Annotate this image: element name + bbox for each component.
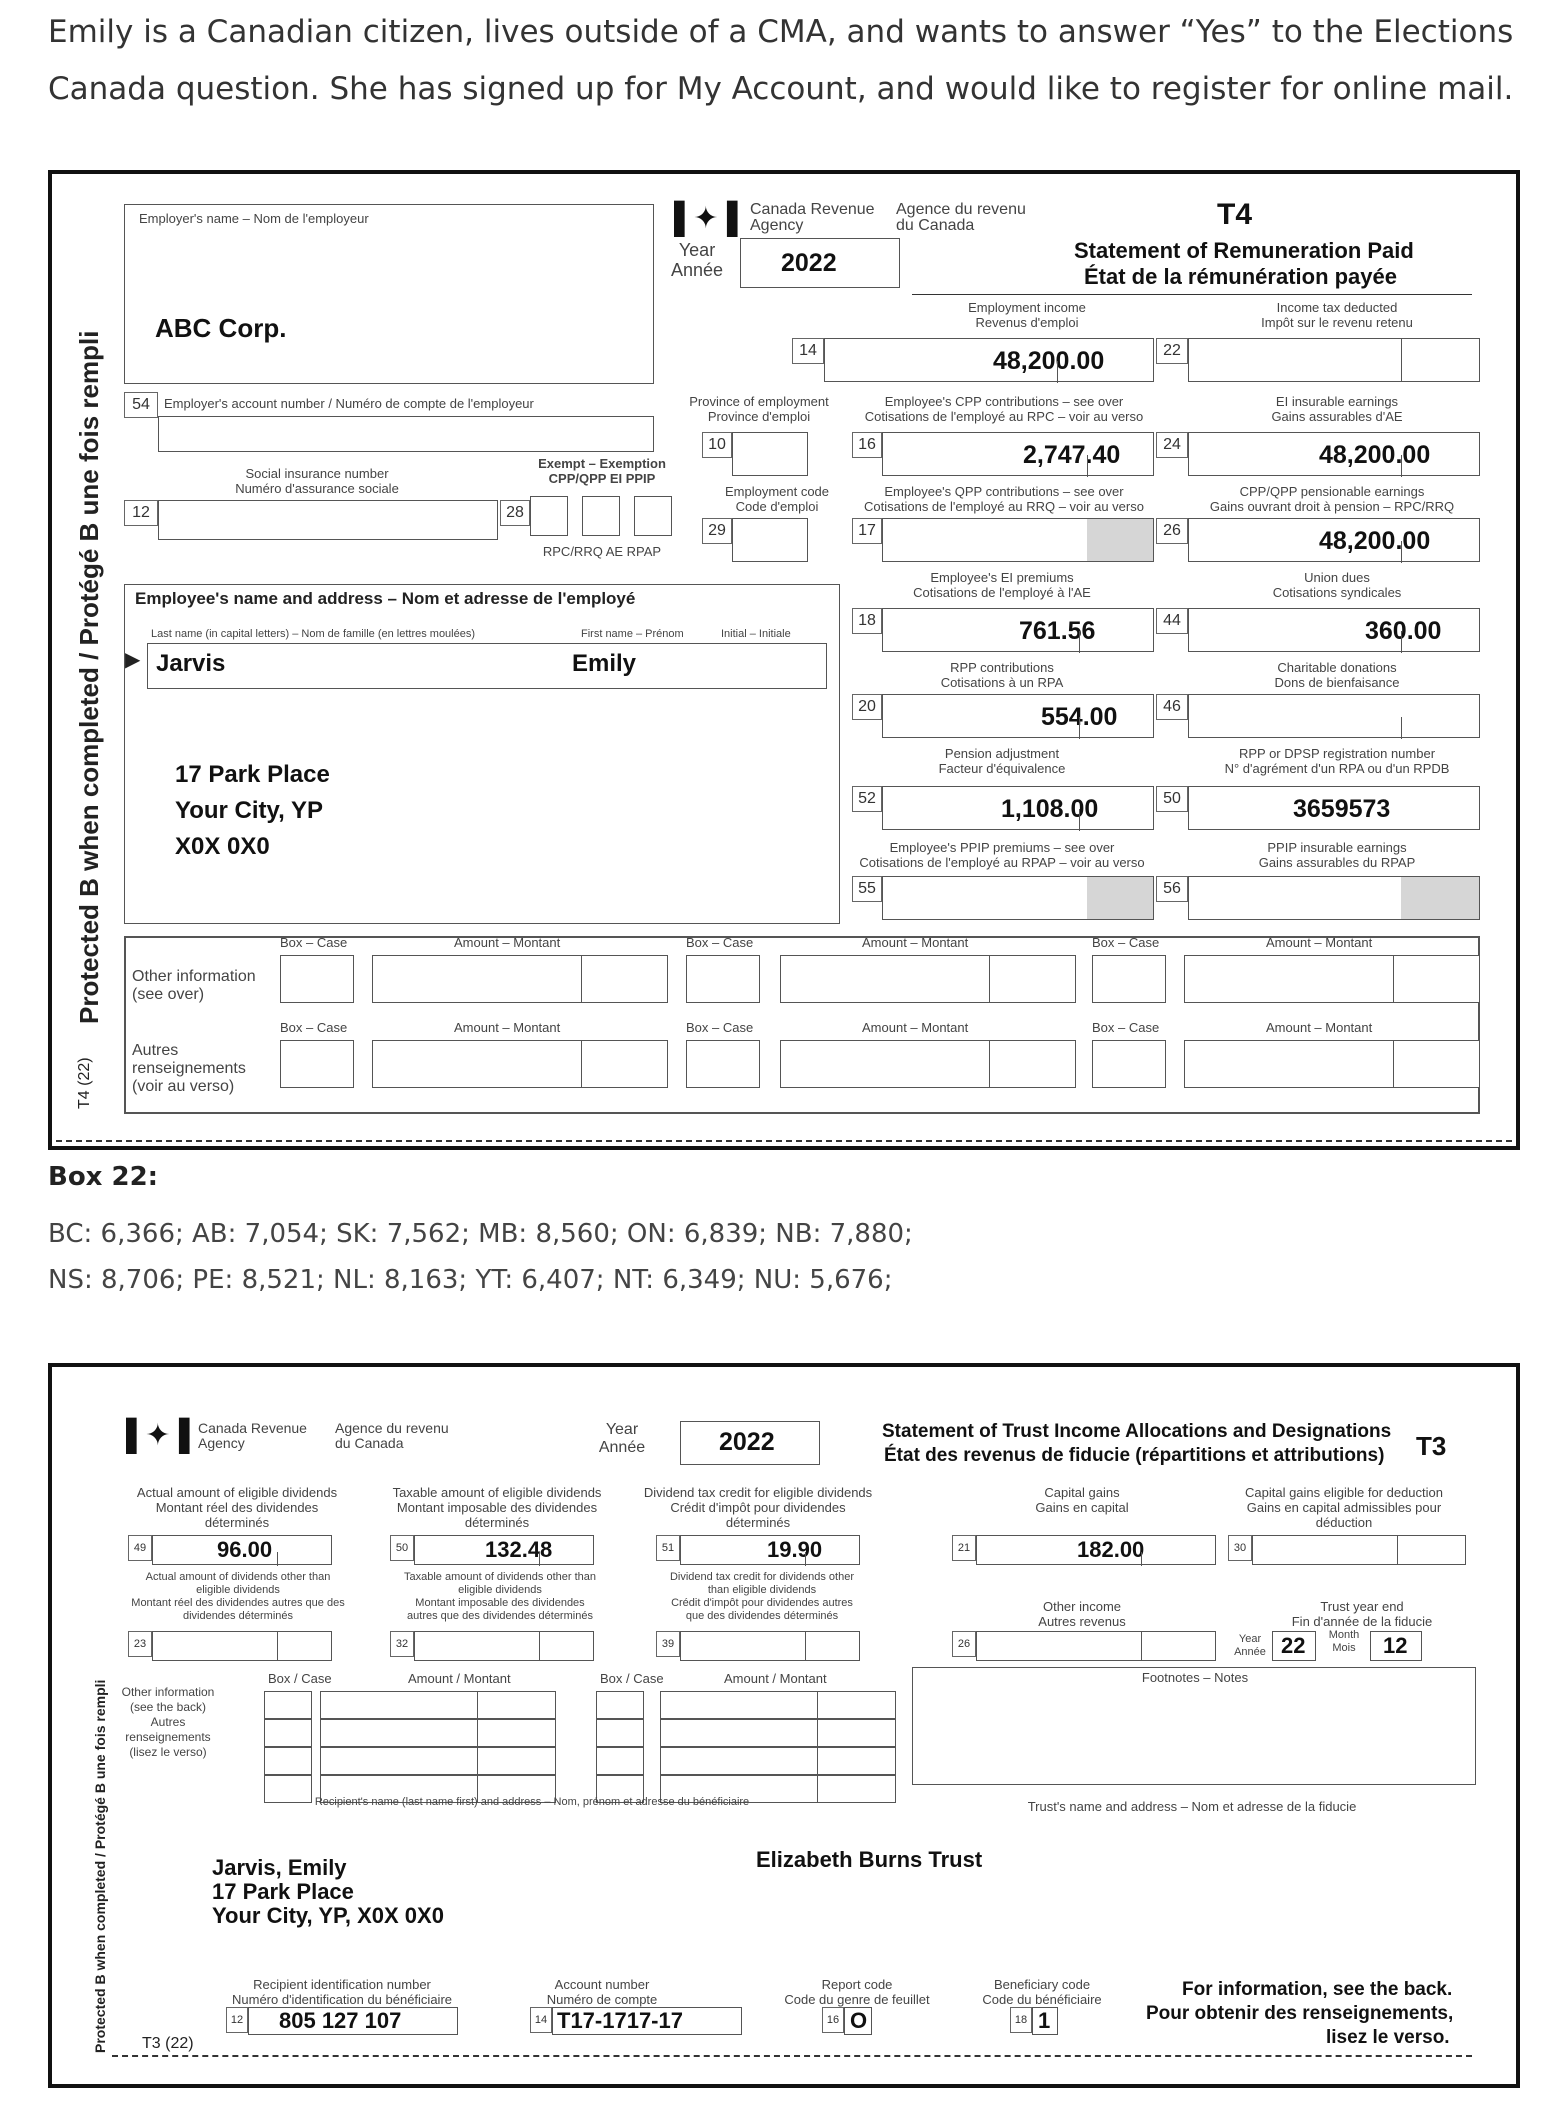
box-10[interactable] — [732, 432, 808, 476]
t3-amount-2: Amount / Montant — [724, 1671, 827, 1686]
other-box-case-label: Box – Case — [1092, 1020, 1160, 1035]
t3-box-num-50: 50 — [390, 1535, 414, 1561]
exempt-label: Exempt – Exemption CPP/QPP EI PPIP — [538, 456, 666, 486]
b18-value: 761.56 — [1019, 617, 1096, 645]
t3-other-box-field[interactable] — [596, 1691, 644, 1719]
last-name: Jarvis — [156, 650, 226, 677]
t3-rin: 805 127 107 — [279, 2008, 402, 2033]
box-num-17: 17 — [852, 518, 882, 544]
t3-b21-value: 182.00 — [1077, 1537, 1145, 1562]
other-box-case-label: Box – Case — [1092, 935, 1160, 950]
t3-agency-en: Canada Revenue Agency — [198, 1420, 307, 1451]
box-num-16: 16 — [852, 432, 882, 458]
box-num-10: 10 — [702, 432, 732, 458]
t3-form — [48, 1363, 1520, 2088]
t3-box-num-26: 26 — [952, 1631, 976, 1657]
t4-subtitle-en: Statement of Remuneration Paid — [1074, 238, 1414, 263]
t3-other-box-field[interactable] — [264, 1747, 312, 1775]
box-num-20: 20 — [852, 694, 882, 720]
box-12[interactable] — [158, 500, 498, 540]
t4-year: 2022 — [781, 249, 837, 277]
b24-label: EI insurable earnings Gains assurables d'AE — [1271, 394, 1403, 424]
t3-b50-value: 132.48 — [485, 1537, 553, 1562]
t3-month-sm: Month Mois — [1328, 1629, 1360, 1654]
t3-other-box-field[interactable] — [596, 1719, 644, 1747]
box-num-44: 44 — [1156, 608, 1188, 634]
box-num-46: 46 — [1156, 694, 1188, 720]
box-num-12: 12 — [124, 500, 158, 526]
t3-b32-label: Taxable amount of dividends other than eligible dividends Montant imposable des dividendes autres que des dividendes déterminés — [403, 1571, 597, 1622]
t4-side-label: Protected B when completed / Protégé B une fois rempli — [74, 330, 104, 1024]
t3-box-30[interactable] — [1252, 1535, 1466, 1565]
address-line3: X0X 0X0 — [175, 833, 270, 860]
t3-box-num-12: 12 — [226, 2007, 248, 2033]
b46-label: Charitable donations Dons de bienfaisance — [1274, 660, 1400, 690]
other-box-field[interactable] — [280, 1040, 354, 1088]
t3-box-case-2: Box / Case — [600, 1671, 664, 1686]
other-amount-field[interactable] — [1184, 1040, 1480, 1088]
t3-year-box — [680, 1421, 820, 1465]
box-54[interactable] — [158, 416, 654, 452]
other-info-en: Other information (see over) — [132, 968, 256, 1003]
t3-other-box-field[interactable] — [264, 1691, 312, 1719]
b14-value: 48,200.00 — [993, 347, 1105, 375]
b10-label: Province of employment Province d'emploi — [689, 394, 829, 424]
box-num-55: 55 — [852, 876, 882, 902]
b26-label: CPP/QPP pensionable earnings Gains ouvrant droit à pension – RPC/RRQ — [1209, 484, 1455, 514]
b44-value: 360.00 — [1365, 617, 1442, 645]
t4-agency-en: Canada Revenue Agency — [750, 201, 875, 234]
b14-label: Employment income Revenus d'emploi — [968, 300, 1086, 330]
other-box-case-label: Box – Case — [686, 935, 754, 950]
t3-info-fr1: Pour obtenir des renseignements, — [1146, 2003, 1454, 2024]
t3-box-num-32: 32 — [390, 1631, 414, 1657]
t3-other-box-field[interactable] — [596, 1747, 644, 1775]
t3-box-num-39: 39 — [656, 1631, 680, 1657]
box-56[interactable] — [1188, 876, 1480, 920]
t3-box-50[interactable] — [414, 1535, 594, 1565]
box-50[interactable] — [1188, 786, 1480, 830]
t3-benef-box[interactable] — [1032, 2007, 1058, 2035]
t3-box-num-16: 16 — [822, 2007, 844, 2033]
address-line1: 17 Park Place — [175, 761, 330, 788]
box-55[interactable] — [882, 876, 1154, 920]
acct-label: Employer's account number / Numéro de compte de l'employeur — [164, 396, 534, 411]
t3-box-num-51: 51 — [656, 1535, 680, 1561]
other-amount-label: Amount – Montant — [1266, 935, 1373, 950]
exempt-ei-checkbox[interactable] — [582, 496, 620, 536]
t4-cut-line — [56, 1140, 1512, 1142]
t3-other-amount-field[interactable] — [660, 1719, 896, 1747]
t3-info-fr2: lisez le verso. — [1326, 2027, 1450, 2048]
t3-b49-label: Actual amount of eligible dividends Montant réel des dividendes déterminés — [136, 1485, 338, 1530]
box-20[interactable] — [882, 694, 1154, 738]
other-box-field[interactable] — [686, 955, 760, 1003]
t3-b50-label: Taxable amount of eligible dividends Montant imposable des dividendes déterminés — [392, 1485, 602, 1530]
sin-label: Social insurance number Numéro d'assurance sociale — [235, 466, 399, 496]
t3-trust-year-box[interactable] — [1272, 1631, 1316, 1661]
other-box-case-label: Box – Case — [280, 935, 348, 950]
t3-recipient-line1: Jarvis, Emily — [212, 1855, 347, 1880]
box-18[interactable] — [882, 608, 1154, 652]
box-num-22: 22 — [1156, 338, 1188, 364]
t3-box-21[interactable] — [976, 1535, 1216, 1565]
box-24[interactable] — [1188, 432, 1480, 476]
t3-b21-label: Capital gains Gains en capital — [1035, 1485, 1129, 1515]
other-box-field[interactable] — [1092, 1040, 1166, 1088]
t3-b26-label: Other income Autres revenus — [1038, 1599, 1126, 1629]
t3-box-num-21: 21 — [952, 1535, 976, 1561]
t3-other-amount-field[interactable] — [660, 1691, 896, 1719]
t3-form-code: T3 (22) — [142, 2035, 194, 2052]
exempt-cpp-checkbox[interactable] — [530, 496, 568, 536]
t3-year: 2022 — [719, 1428, 775, 1456]
t3-other-amount-field[interactable] — [320, 1691, 556, 1719]
box-num-24: 24 — [1156, 432, 1188, 458]
t3-recipient-line2: 17 Park Place — [212, 1879, 354, 1904]
b29-label: Employment code Code d'emploi — [724, 484, 830, 514]
box-num-26: 26 — [1156, 518, 1188, 544]
t3-agency-fr: Agence du revenu du Canada — [335, 1420, 449, 1451]
t3-title: T3 — [1416, 1431, 1447, 1461]
t3-b39-label: Dividend tax credit for dividends other than eligible dividends Crédit d'impôt pour dividendes autres que des dividendes déterminés — [669, 1571, 855, 1622]
t3-footnotes-label: Footnotes – Notes — [1141, 1670, 1249, 1685]
t3-year-label: Year Année — [598, 1421, 646, 1456]
t3-other-amount-field[interactable] — [660, 1747, 896, 1775]
box-num-54: 54 — [124, 392, 158, 418]
employer-name-box[interactable] — [124, 204, 654, 384]
t3-benef-label: Beneficiary code Code du bénéficiaire — [982, 1977, 1102, 2007]
box-num-18: 18 — [852, 608, 882, 634]
other-amount-label: Amount – Montant — [862, 1020, 969, 1035]
initial-label: Initial – Initiale — [721, 628, 791, 640]
t3-benef: 1 — [1038, 2008, 1051, 2033]
t3-trust-month: 12 — [1383, 1633, 1408, 1658]
b22-label: Income tax deducted Impôt sur le revenu retenu — [1261, 300, 1413, 330]
b24-value: 48,200.00 — [1319, 441, 1431, 469]
t3-b49-value: 96.00 — [217, 1537, 273, 1562]
box-16[interactable] — [882, 432, 1154, 476]
t4-subtitle-fr: État de la rémunération payée — [1084, 264, 1397, 289]
t3-trust-name: Elizabeth Burns Trust — [756, 1847, 983, 1872]
b20-value: 554.00 — [1041, 703, 1118, 731]
t3-box-51[interactable] — [680, 1535, 860, 1565]
other-box-case-label: Box – Case — [280, 1020, 348, 1035]
t3-title-fr: État des revenus de fiducie (répartitions et attributions) — [884, 1445, 1385, 1466]
box-52[interactable] — [882, 786, 1154, 830]
other-amount-label: Amount – Montant — [454, 1020, 561, 1035]
t4-title: T4 — [1217, 198, 1253, 231]
box-num-50: 50 — [1156, 786, 1188, 812]
t3-box-26[interactable] — [976, 1631, 1216, 1661]
canada-flag-icon-t3: ▌✦▐ — [126, 1419, 188, 1452]
b50-value: 3659573 — [1293, 795, 1391, 823]
box22-line1: BC: 6,366; AB: 7,054; SK: 7,562; MB: 8,560; ON: 6,839; NB: 7,880; — [48, 1219, 913, 1249]
b52-label: Pension adjustment Facteur d'équivalence — [938, 746, 1066, 776]
t4-form-code: T4 (22) — [76, 1057, 93, 1109]
b50-label: RPP or DPSP registration number N° d'agrément d'un RPA ou d'un RPDB — [1224, 746, 1450, 776]
firstname-label: First name – Prénom — [581, 628, 684, 640]
b56-label: PPIP insurable earnings Gains assurables du RPAP — [1258, 840, 1416, 870]
t3-other-info: Other information (see the back) Autres renseignements (lisez le verso) — [121, 1685, 215, 1759]
other-amount-label: Amount – Montant — [862, 935, 969, 950]
box-26[interactable] — [1188, 518, 1480, 562]
t3-rin-label: Recipient identification number Numéro d'identification du bénéficiaire — [232, 1977, 452, 2007]
other-box-field[interactable] — [280, 955, 354, 1003]
b26-value: 48,200.00 — [1319, 527, 1431, 555]
other-box-field[interactable] — [686, 1040, 760, 1088]
t3-acct: T17-1717-17 — [557, 2008, 683, 2033]
b20-label: RPP contributions Cotisations à un RPA — [940, 660, 1064, 690]
t3-other-box-field[interactable] — [264, 1719, 312, 1747]
t3-report: O — [850, 2008, 868, 2033]
t3-title-en: Statement of Trust Income Allocations and Designations — [882, 1421, 1392, 1442]
other-amount-field[interactable] — [780, 1040, 1076, 1088]
t3-box-39[interactable] — [680, 1631, 860, 1661]
t4-form — [48, 170, 1520, 1150]
other-box-case-label: Box – Case — [686, 1020, 754, 1035]
other-amount-field[interactable] — [372, 1040, 668, 1088]
other-amount-field[interactable] — [372, 955, 668, 1003]
first-name: Emily — [572, 650, 637, 677]
t4-year-label: Year Année — [670, 240, 724, 280]
t3-cut-line — [112, 2055, 1472, 2057]
b18-label: Employee's EI premiums Cotisations de l'employé à l'AE — [913, 570, 1091, 600]
t3-box-num-18: 18 — [1010, 2007, 1032, 2033]
t3-side-label: Protected B when completed / Protégé B une fois rempli — [92, 1679, 108, 2053]
t3-amount-1: Amount / Montant — [408, 1671, 511, 1686]
canada-flag-icon: ▌✦▐ — [674, 202, 736, 235]
box-14[interactable] — [824, 338, 1154, 382]
t4-agency-fr: Agence du revenu du Canada — [896, 201, 1026, 234]
b16-label: Employee's CPP contributions – see over Cotisations de l'employé au RPC – voir au verso — [864, 394, 1144, 424]
box-num-56: 56 — [1156, 876, 1188, 902]
t3-trust-label: Trust's name and address – Nom et adresse de la fiducie — [1027, 1799, 1357, 1814]
t3-box-num-30: 30 — [1228, 1535, 1252, 1561]
t3-b23-label: Actual amount of dividends other than eligible dividends Montant réel des dividendes autres que des dividendes déterminés — [131, 1571, 345, 1622]
employee-name-address-box — [124, 584, 840, 924]
t3-rin-box[interactable] — [248, 2007, 458, 2035]
t3-b30-label: Capital gains eligible for deduction Gains en capital admissibles pour déduction — [1244, 1485, 1443, 1530]
b52-value: 1,108.00 — [1001, 795, 1099, 823]
t3-box-23[interactable] — [152, 1631, 332, 1661]
other-amount-field[interactable] — [1184, 955, 1480, 1003]
box-17[interactable] — [882, 518, 1154, 562]
t3-acct-label: Account number Numéro de compte — [546, 1977, 658, 2007]
box22-line2: NS: 8,706; PE: 8,521; NL: 8,163; YT: 6,407; NT: 6,349; NU: 5,676; — [48, 1265, 893, 1295]
address-line2: Your City, YP — [175, 797, 324, 824]
b17-label: Employee's QPP contributions – see over Cotisations de l'employé au RRQ – voir au verso — [864, 484, 1144, 514]
t3-box-case-1: Box / Case — [268, 1671, 332, 1686]
box22-heading: Box 22: — [48, 1162, 159, 1192]
t3-recipient-line3: Your City, YP, X0X 0X0 — [212, 1903, 444, 1928]
t3-year-sm: Year Année — [1234, 1633, 1266, 1658]
other-info-fr: Autres renseignements (voir au verso) — [132, 1042, 246, 1095]
t3-trust-month-box[interactable] — [1370, 1631, 1422, 1661]
b55-label: Employee's PPIP premiums – see over Cotisations de l'employé au RPAP – voir au verso — [859, 840, 1145, 870]
other-box-field[interactable] — [1092, 955, 1166, 1003]
t3-box-49[interactable] — [152, 1535, 332, 1565]
t3-b51-value: 19.90 — [767, 1537, 823, 1562]
box-num-28: 28 — [500, 500, 530, 526]
box-44[interactable] — [1188, 608, 1480, 652]
t3-recipient-label: Recipient's name (last name first) and address – Nom, prénom et adresse du bénéficiaire — [314, 1796, 750, 1808]
intro-paragraph: Emily is a Canadian citizen, lives outside of a CMA, and wants to answer “Yes” to the Elections Canada question. She has signed up for My Account, and would like to register for online mail. — [48, 14, 1514, 107]
exempt-sub: RPC/RRQ AE RPAP — [542, 544, 662, 559]
t3-info-en: For information, see the back. — [1182, 1979, 1453, 2000]
box-num-29: 29 — [702, 518, 732, 544]
lastname-label: Last name (in capital letters) – Nom de famille (en lettres moulées) — [151, 628, 476, 640]
t3-trust-year-label: Trust year end Fin d'année de la fiducie — [1291, 1599, 1433, 1629]
t4-header-rule — [912, 294, 1472, 295]
b44-label: Union dues Cotisations syndicales — [1272, 570, 1402, 600]
t3-footnotes-box[interactable] — [912, 1667, 1476, 1785]
exempt-ppip-checkbox[interactable] — [634, 496, 672, 536]
other-amount-label: Amount – Montant — [1266, 1020, 1373, 1035]
t4-year-box — [740, 238, 900, 288]
box-num-52: 52 — [852, 786, 882, 812]
other-amount-label: Amount – Montant — [454, 935, 561, 950]
other-amount-field[interactable] — [780, 955, 1076, 1003]
t3-b51-label: Dividend tax credit for eligible dividends Crédit d'impôt pour dividendes déterminés — [643, 1485, 873, 1530]
t3-trust-year: 22 — [1281, 1633, 1306, 1658]
t3-box-num-49: 49 — [128, 1535, 152, 1561]
t3-acct-box[interactable] — [552, 2007, 742, 2035]
employee-name-field[interactable] — [147, 643, 827, 689]
box-22[interactable] — [1188, 338, 1480, 382]
t3-report-box[interactable] — [844, 2007, 872, 2035]
box-29[interactable] — [732, 518, 808, 562]
employer-name: ABC Corp. — [155, 313, 287, 343]
box-num-14: 14 — [792, 338, 824, 364]
t3-other-amount-field[interactable] — [320, 1747, 556, 1775]
t3-other-amount-field[interactable] — [320, 1719, 556, 1747]
t3-report-label: Report code Code du genre de feuillet — [784, 1977, 930, 2007]
t3-box-num-23: 23 — [128, 1631, 152, 1657]
box-46[interactable] — [1188, 694, 1480, 738]
employer-label: Employer's name – Nom de l'employeur — [139, 211, 369, 226]
b16-value: 2,747.40 — [1023, 441, 1121, 469]
t3-box-num-14: 14 — [530, 2007, 552, 2033]
emp-name-label: Employee's name and address – Nom et adresse de l'employé — [135, 589, 636, 608]
t3-box-32[interactable] — [414, 1631, 594, 1661]
arrow-right-icon: ▶ — [125, 649, 141, 671]
